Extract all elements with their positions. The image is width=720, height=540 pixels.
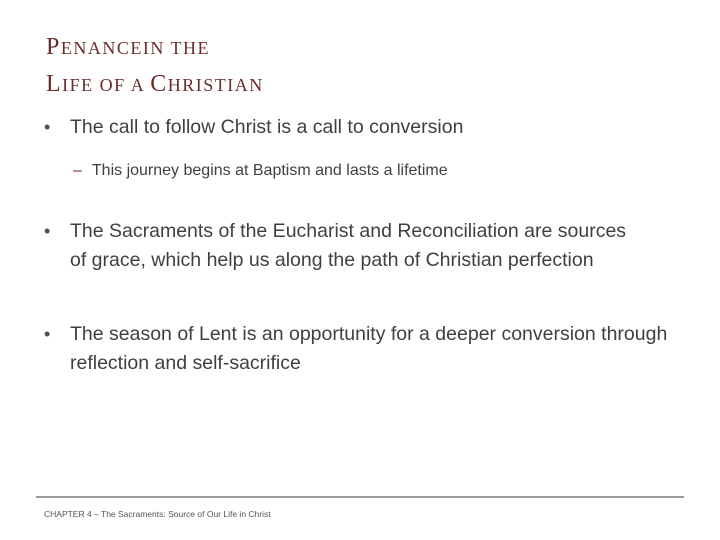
bullet-marker: • bbox=[44, 221, 51, 241]
bullet-text: The season of Lent is an opportunity for a deeper conversion through reflection and self-sacrifice bbox=[70, 323, 668, 374]
sub-bullet-1 bbox=[73, 160, 448, 182]
footer-divider bbox=[36, 496, 684, 498]
bullet-1 bbox=[44, 113, 684, 142]
bullet-text: The Sacraments of the Eucharist and Reconciliation are sources of grace, which help us along the path of Christian perfection bbox=[70, 220, 627, 271]
bullet-2 bbox=[44, 217, 684, 275]
bullet-3 bbox=[44, 320, 684, 378]
title-line-1: PENANCEIN THE bbox=[46, 34, 211, 60]
title-line-2: LIFE OF A CHRISTIAN bbox=[46, 71, 264, 97]
bullet-marker: • bbox=[44, 324, 51, 344]
slide-title bbox=[46, 30, 264, 104]
bullet-marker: • bbox=[44, 117, 51, 137]
sub-bullet-text: This journey begins at Baptism and lasts a lifetime bbox=[91, 162, 448, 179]
bullet-text: The call to follow Christ is a call to conversion bbox=[70, 116, 464, 138]
sub-bullet-marker: – bbox=[73, 162, 82, 179]
footer-text: CHAPTER 4 – The Sacraments: Source of Our Life in Christ bbox=[44, 509, 271, 519]
